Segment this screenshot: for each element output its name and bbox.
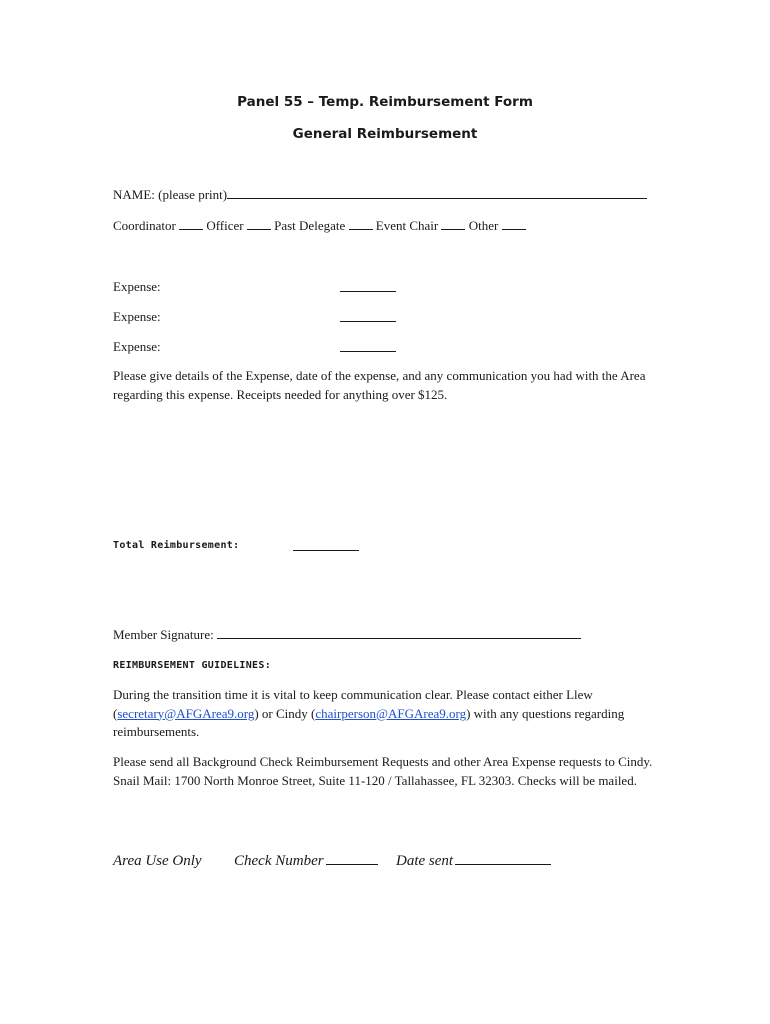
name-row [113,186,647,204]
expense-label-2: Expense: [113,309,161,324]
name-label: NAME: (please print) [113,187,228,202]
expense-label-3: Expense: [113,339,161,354]
role-officer: Officer [206,218,244,233]
signature-label: Member Signature: [113,627,214,642]
role-coordinator: Coordinator [113,218,176,233]
role-other: Other [468,218,499,233]
form-title: Panel 55 – Temp. Reimbursement Form [237,94,533,110]
area-use-only-label: Area Use Only [113,853,202,869]
date-sent-label: Date sent [396,853,454,869]
check-number-row [234,853,378,870]
role-past-delegate-field[interactable] [349,228,373,230]
role-event-chair: Event Chair [375,218,439,233]
guidelines-text-c: ) with any questions regarding reimbursements. [113,705,625,739]
expense-field-1[interactable] [340,290,396,292]
chairperson-email-link[interactable]: chairperson@AFGArea9.org [315,705,467,721]
role-officer-field[interactable] [247,228,271,230]
role-event-chair-field[interactable] [441,228,465,230]
guidelines-paragraph-2: Please send all Background Check Reimbursement Requests and other Area Expense requests to Cindy. Snail Mail: 1700 North Monroe Street, Suite 11-120 / Tallahassee, FL 32303. Checks will be mailed. [113,754,653,788]
date-sent-row [396,853,551,870]
expense-field-3[interactable] [340,350,396,352]
guidelines-text-a: During the transition time it is vital to keep communication clear. Please contact either Llew ( [113,687,593,721]
guidelines-paragraph-1 [113,686,658,742]
secretary-email-link[interactable]: secretary@AFGArea9.org [117,705,255,721]
details-text: Please give details of the Expense, date of the expense, and any communication you had with the Area regarding this expense. Receipts needed for anything over $125. [113,368,646,402]
total-label: Total Reimbursement: [113,540,240,551]
role-coordinator-field[interactable] [179,228,203,230]
expense-label-1: Expense: [113,279,161,294]
name-field[interactable] [227,197,647,199]
signature-field[interactable] [217,637,581,639]
signature-row [113,626,581,644]
check-number-label: Check Number [234,853,324,869]
form-subtitle: General Reimbursement [292,126,478,142]
guidelines-text-b: ) or Cindy ( [254,705,316,721]
role-other-field[interactable] [502,228,526,230]
date-sent-field[interactable] [455,863,551,865]
role-past-delegate: Past Delegate [274,218,346,233]
roles-row [113,217,526,235]
check-number-field[interactable] [326,863,378,865]
guidelines-heading: REIMBURSEMENT GUIDELINES: [113,660,272,671]
total-field[interactable] [293,549,359,551]
expense-field-2[interactable] [340,320,396,322]
